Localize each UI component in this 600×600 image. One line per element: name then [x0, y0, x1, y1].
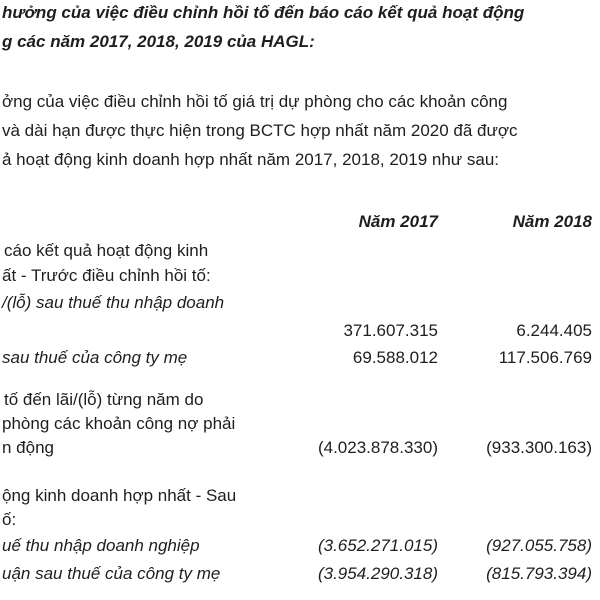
section-before-row1-label: /(lỗ) sau thuế thu nhập doanh: [2, 293, 225, 312]
section-adjust-2017: (4.023.878.330): [317, 438, 438, 457]
section-adjust-line-3: n động: [2, 438, 54, 457]
section-before-title-1: cáo kết quả hoạt động kinh: [4, 241, 209, 260]
intro-line-2: và dài hạn được thực hiện trong BCTC hợp nhất năm 2020 đã được: [2, 121, 518, 140]
section-after-row1-2017: (3.652.271.015): [317, 536, 438, 555]
section-after-row1-label: uế thu nhập doanh nghiệp: [2, 536, 200, 555]
section-before-row2-2018: 117.506.769: [498, 348, 592, 367]
section-adjust-line-1: tố đến lãi/(lỗ) từng năm do: [4, 390, 204, 409]
intro-line-3: ả hoạt động kinh doanh hợp nhất năm 2017, 2018, 2019 như sau:: [2, 150, 500, 169]
section-before-row1-2017: 371.607.315: [343, 321, 438, 340]
section-before-row1-2018: 6.244.405: [516, 321, 592, 340]
intro-line-1: ởng của việc điều chỉnh hồi tố giá trị dự phòng cho các khoản công: [2, 92, 508, 111]
heading-line-2: g các năm 2017, 2018, 2019 của HAGL:: [2, 32, 315, 51]
section-after-row1-2018: (927.055.758): [486, 536, 592, 555]
column-header-2017: Năm 2017: [358, 212, 438, 231]
section-after-row2-2018: (815.793.394): [486, 564, 592, 583]
section-before-row2-label: sau thuế của công ty mẹ: [2, 348, 188, 367]
heading-line-1: hưởng của việc điều chỉnh hồi tố đến báo cáo kết quả hoạt động: [2, 3, 525, 22]
section-before-row2-2017: 69.588.012: [352, 348, 438, 367]
section-after-title-2: ố:: [2, 510, 17, 529]
section-after-row2-2017: (3.954.290.318): [317, 564, 438, 583]
column-header-2018: Năm 2018: [512, 212, 592, 231]
section-before-title-2: ất - Trước điều chỉnh hồi tố:: [2, 266, 211, 285]
section-after-row2-label: uận sau thuế của công ty mẹ: [2, 564, 221, 583]
section-adjust-2018: (933.300.163): [486, 438, 592, 457]
section-after-title-1: ộng kinh doanh hợp nhất - Sau: [2, 486, 237, 505]
section-adjust-line-2: phòng các khoản công nợ phải: [2, 414, 236, 433]
